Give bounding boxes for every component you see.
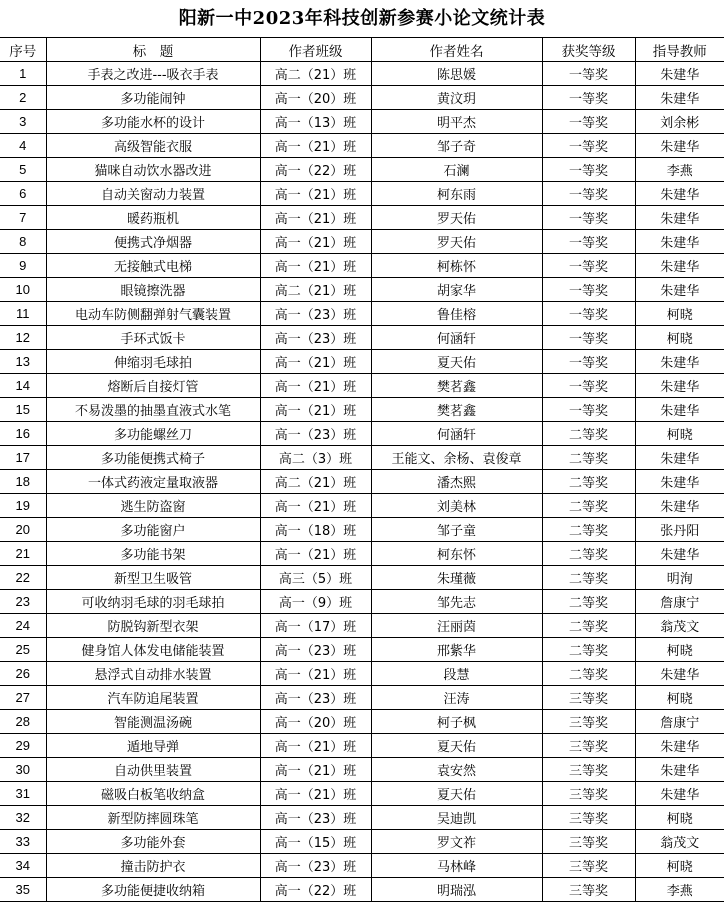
cell-class: 高一（15）班 (260, 830, 371, 854)
cell-no: 3 (0, 110, 46, 134)
cell-teacher: 柯晓 (635, 686, 724, 710)
table-row (0, 590, 724, 614)
header-teacher: 指导教师 (635, 38, 724, 62)
cell-award: 一等奖 (542, 278, 635, 302)
cell-no: 30 (0, 758, 46, 782)
cell-teacher: 柯晓 (635, 806, 724, 830)
cell-class: 高一（20）班 (260, 710, 371, 734)
header-row (0, 38, 724, 62)
cell-award: 二等奖 (542, 422, 635, 446)
cell-no: 19 (0, 494, 46, 518)
cell-no: 28 (0, 710, 46, 734)
cell-author: 吴迪凯 (371, 806, 542, 830)
cell-author: 邹子童 (371, 518, 542, 542)
cell-class: 高一（21）班 (260, 230, 371, 254)
cell-no: 21 (0, 542, 46, 566)
cell-topic: 防脱钩新型衣架 (46, 614, 260, 638)
cell-teacher: 朱建华 (635, 446, 724, 470)
cell-topic: 多功能外套 (46, 830, 260, 854)
cell-award: 二等奖 (542, 494, 635, 518)
cell-award: 一等奖 (542, 110, 635, 134)
header-award: 获奖等级 (542, 38, 635, 62)
cell-teacher: 朱建华 (635, 494, 724, 518)
cell-award: 一等奖 (542, 326, 635, 350)
cell-teacher: 朱建华 (635, 62, 724, 86)
cell-topic: 可收纳羽毛球的羽毛球拍 (46, 590, 260, 614)
cell-author: 朱瑾薇 (371, 566, 542, 590)
cell-teacher: 朱建华 (635, 134, 724, 158)
cell-award: 三等奖 (542, 878, 635, 902)
cell-author: 樊茗鑫 (371, 374, 542, 398)
cell-class: 高一（23）班 (260, 422, 371, 446)
table-row (0, 806, 724, 830)
cell-author: 潘杰熙 (371, 470, 542, 494)
cell-award: 一等奖 (542, 158, 635, 182)
cell-author: 汪丽茵 (371, 614, 542, 638)
header-author: 作者姓名 (371, 38, 542, 62)
cell-award: 二等奖 (542, 566, 635, 590)
cell-no: 11 (0, 302, 46, 326)
cell-teacher: 张丹阳 (635, 518, 724, 542)
cell-class: 高一（21）班 (260, 494, 371, 518)
cell-award: 二等奖 (542, 542, 635, 566)
cell-award: 一等奖 (542, 134, 635, 158)
cell-class: 高一（21）班 (260, 782, 371, 806)
cell-class: 高一（23）班 (260, 326, 371, 350)
cell-topic: 撞击防护衣 (46, 854, 260, 878)
cell-teacher: 朱建华 (635, 734, 724, 758)
cell-class: 高二（3）班 (260, 446, 371, 470)
cell-topic: 磁吸白板笔收纳盒 (46, 782, 260, 806)
cell-topic: 电动车防侧翻弹射气囊装置 (46, 302, 260, 326)
cell-award: 二等奖 (542, 446, 635, 470)
cell-teacher: 朱建华 (635, 758, 724, 782)
cell-author: 邢紫华 (371, 638, 542, 662)
cell-no: 17 (0, 446, 46, 470)
cell-author: 何涵轩 (371, 422, 542, 446)
cell-class: 高二（21）班 (260, 470, 371, 494)
table-row (0, 758, 724, 782)
cell-teacher: 朱建华 (635, 182, 724, 206)
table-row (0, 350, 724, 374)
table-row (0, 446, 724, 470)
table-row (0, 566, 724, 590)
cell-topic: 手表之改进---吸衣手表 (46, 62, 260, 86)
cell-topic: 无接触式电梯 (46, 254, 260, 278)
cell-award: 二等奖 (542, 470, 635, 494)
cell-topic: 多功能闹钟 (46, 86, 260, 110)
cell-no: 31 (0, 782, 46, 806)
cell-teacher: 朱建华 (635, 470, 724, 494)
cell-award: 一等奖 (542, 182, 635, 206)
cell-author: 袁安然 (371, 758, 542, 782)
table-row (0, 518, 724, 542)
cell-award: 三等奖 (542, 806, 635, 830)
table-row (0, 110, 724, 134)
cell-no: 1 (0, 62, 46, 86)
cell-class: 高一（21）班 (260, 374, 371, 398)
cell-topic: 多功能便携式椅子 (46, 446, 260, 470)
cell-author: 罗天佑 (371, 230, 542, 254)
cell-teacher: 柯晓 (635, 422, 724, 446)
cell-topic: 多功能螺丝刀 (46, 422, 260, 446)
cell-award: 二等奖 (542, 614, 635, 638)
cell-class: 高二（21）班 (260, 278, 371, 302)
cell-author: 胡家华 (371, 278, 542, 302)
cell-award: 一等奖 (542, 62, 635, 86)
cell-teacher: 詹康宁 (635, 710, 724, 734)
cell-teacher: 李燕 (635, 158, 724, 182)
cell-teacher: 朱建华 (635, 662, 724, 686)
cell-topic: 手环式饭卡 (46, 326, 260, 350)
cell-author: 鲁佳榕 (371, 302, 542, 326)
cell-teacher: 朱建华 (635, 254, 724, 278)
cell-award: 三等奖 (542, 734, 635, 758)
cell-no: 14 (0, 374, 46, 398)
cell-author: 明平杰 (371, 110, 542, 134)
cell-teacher: 朱建华 (635, 374, 724, 398)
cell-author: 柯栋怀 (371, 254, 542, 278)
cell-no: 13 (0, 350, 46, 374)
cell-award: 三等奖 (542, 854, 635, 878)
cell-teacher: 李燕 (635, 878, 724, 902)
header-class: 作者班级 (260, 38, 371, 62)
cell-award: 一等奖 (542, 350, 635, 374)
table-row (0, 302, 724, 326)
cell-author: 刘美林 (371, 494, 542, 518)
cell-author: 罗文祚 (371, 830, 542, 854)
cell-topic: 眼镜擦洗器 (46, 278, 260, 302)
cell-author: 段慧 (371, 662, 542, 686)
cell-class: 高一（23）班 (260, 302, 371, 326)
cell-author: 石澜 (371, 158, 542, 182)
cell-class: 高一（23）班 (260, 806, 371, 830)
cell-class: 高一（21）班 (260, 350, 371, 374)
table-row (0, 782, 724, 806)
cell-author: 汪涛 (371, 686, 542, 710)
cell-class: 高一（21）班 (260, 134, 371, 158)
cell-no: 27 (0, 686, 46, 710)
cell-award: 一等奖 (542, 374, 635, 398)
cell-teacher: 朱建华 (635, 350, 724, 374)
cell-topic: 便携式净烟器 (46, 230, 260, 254)
table-row (0, 878, 724, 902)
table-body (0, 62, 724, 902)
cell-topic: 逃生防盗窗 (46, 494, 260, 518)
cell-award: 三等奖 (542, 686, 635, 710)
header-no: 序号 (0, 38, 46, 62)
cell-no: 35 (0, 878, 46, 902)
cell-no: 24 (0, 614, 46, 638)
cell-topic: 猫咪自动饮水器改进 (46, 158, 260, 182)
cell-topic: 新型卫生吸管 (46, 566, 260, 590)
cell-class: 高一（17）班 (260, 614, 371, 638)
cell-award: 三等奖 (542, 710, 635, 734)
cell-class: 高一（20）班 (260, 86, 371, 110)
table-row (0, 326, 724, 350)
table-row (0, 734, 724, 758)
cell-class: 高一（21）班 (260, 398, 371, 422)
cell-author: 夏天佑 (371, 782, 542, 806)
cell-no: 29 (0, 734, 46, 758)
cell-class: 高一（21）班 (260, 758, 371, 782)
cell-no: 2 (0, 86, 46, 110)
cell-topic: 高级智能衣服 (46, 134, 260, 158)
cell-award: 一等奖 (542, 206, 635, 230)
table-row (0, 686, 724, 710)
cell-author: 柯东怀 (371, 542, 542, 566)
table-row (0, 614, 724, 638)
cell-no: 4 (0, 134, 46, 158)
cell-author: 何涵轩 (371, 326, 542, 350)
cell-teacher: 朱建华 (635, 542, 724, 566)
cell-teacher: 朱建华 (635, 278, 724, 302)
cell-no: 15 (0, 398, 46, 422)
table-row (0, 158, 724, 182)
cell-author: 柯东雨 (371, 182, 542, 206)
cell-no: 5 (0, 158, 46, 182)
table-row (0, 638, 724, 662)
table-row (0, 86, 724, 110)
cell-author: 邹子奇 (371, 134, 542, 158)
table-row (0, 710, 724, 734)
cell-award: 二等奖 (542, 590, 635, 614)
cell-topic: 熔断后自接灯管 (46, 374, 260, 398)
cell-class: 高二（21）班 (260, 62, 371, 86)
table-row (0, 374, 724, 398)
cell-no: 23 (0, 590, 46, 614)
cell-award: 二等奖 (542, 518, 635, 542)
cell-award: 一等奖 (542, 302, 635, 326)
cell-no: 16 (0, 422, 46, 446)
cell-author: 马林峰 (371, 854, 542, 878)
cell-teacher: 朱建华 (635, 782, 724, 806)
cell-teacher: 朱建华 (635, 206, 724, 230)
table-row (0, 278, 724, 302)
cell-author: 夏天佑 (371, 734, 542, 758)
cell-topic: 暖药瓶机 (46, 206, 260, 230)
cell-teacher: 翁茂文 (635, 614, 724, 638)
cell-author: 柯子枫 (371, 710, 542, 734)
cell-teacher: 詹康宁 (635, 590, 724, 614)
cell-topic: 遁地导弹 (46, 734, 260, 758)
cell-topic: 悬浮式自动排水装置 (46, 662, 260, 686)
cell-author: 邹先志 (371, 590, 542, 614)
cell-class: 高一（23）班 (260, 686, 371, 710)
cell-topic: 智能测温汤碗 (46, 710, 260, 734)
cell-award: 一等奖 (542, 254, 635, 278)
table-row (0, 830, 724, 854)
cell-class: 高一（21）班 (260, 662, 371, 686)
cell-award: 一等奖 (542, 230, 635, 254)
cell-topic: 多功能窗户 (46, 518, 260, 542)
table-row (0, 542, 724, 566)
table-row (0, 230, 724, 254)
cell-topic: 自动供里装置 (46, 758, 260, 782)
header-topic: 标 题 (46, 38, 260, 62)
cell-no: 20 (0, 518, 46, 542)
cell-class: 高一（21）班 (260, 734, 371, 758)
table-row (0, 398, 724, 422)
table-row (0, 62, 724, 86)
cell-award: 三等奖 (542, 758, 635, 782)
cell-class: 高一（23）班 (260, 854, 371, 878)
cell-author: 罗天佑 (371, 206, 542, 230)
cell-teacher: 柯晓 (635, 302, 724, 326)
cell-no: 32 (0, 806, 46, 830)
cell-author: 夏天佑 (371, 350, 542, 374)
cell-author: 王能文、余杨、袁俊章 (371, 446, 542, 470)
cell-topic: 一体式药液定量取液器 (46, 470, 260, 494)
cell-no: 18 (0, 470, 46, 494)
cell-class: 高一（23）班 (260, 638, 371, 662)
cell-no: 12 (0, 326, 46, 350)
cell-teacher: 柯晓 (635, 854, 724, 878)
cell-award: 二等奖 (542, 662, 635, 686)
table-row (0, 206, 724, 230)
sheet-title: 阳新一中2023年科技创新参赛小论文统计表 (0, 0, 724, 38)
cell-author: 黄汶玥 (371, 86, 542, 110)
cell-teacher: 朱建华 (635, 398, 724, 422)
cell-topic: 健身馆人体发电储能装置 (46, 638, 260, 662)
cell-class: 高一（13）班 (260, 110, 371, 134)
cell-teacher: 刘余彬 (635, 110, 724, 134)
cell-award: 三等奖 (542, 830, 635, 854)
cell-class: 高三（5）班 (260, 566, 371, 590)
cell-class: 高一（21）班 (260, 182, 371, 206)
cell-no: 10 (0, 278, 46, 302)
cell-topic: 汽车防追尾装置 (46, 686, 260, 710)
table-row (0, 494, 724, 518)
cell-topic: 不易泼墨的抽墨直液式水笔 (46, 398, 260, 422)
cell-no: 34 (0, 854, 46, 878)
cell-no: 33 (0, 830, 46, 854)
cell-no: 22 (0, 566, 46, 590)
table-row (0, 470, 724, 494)
cell-class: 高一（21）班 (260, 254, 371, 278)
cell-teacher: 朱建华 (635, 86, 724, 110)
cell-author: 明瑞泓 (371, 878, 542, 902)
award-table (0, 38, 724, 902)
cell-class: 高一（22）班 (260, 878, 371, 902)
cell-award: 一等奖 (542, 398, 635, 422)
table-row (0, 134, 724, 158)
table-row (0, 854, 724, 878)
cell-topic: 自动关窗动力装置 (46, 182, 260, 206)
cell-author: 陈思媛 (371, 62, 542, 86)
cell-author: 樊茗鑫 (371, 398, 542, 422)
cell-class: 高一（22）班 (260, 158, 371, 182)
cell-class: 高一（21）班 (260, 206, 371, 230)
cell-no: 6 (0, 182, 46, 206)
cell-no: 7 (0, 206, 46, 230)
cell-teacher: 柯晓 (635, 326, 724, 350)
cell-teacher: 翁茂文 (635, 830, 724, 854)
cell-no: 25 (0, 638, 46, 662)
cell-topic: 伸缩羽毛球拍 (46, 350, 260, 374)
cell-award: 三等奖 (542, 782, 635, 806)
cell-award: 一等奖 (542, 86, 635, 110)
table-row (0, 182, 724, 206)
cell-topic: 多功能书架 (46, 542, 260, 566)
table-row (0, 662, 724, 686)
cell-topic: 新型防摔圆珠笔 (46, 806, 260, 830)
cell-class: 高一（18）班 (260, 518, 371, 542)
cell-teacher: 明洵 (635, 566, 724, 590)
cell-class: 高一（9）班 (260, 590, 371, 614)
table-row (0, 422, 724, 446)
cell-topic: 多功能便捷收纳箱 (46, 878, 260, 902)
cell-class: 高一（21）班 (260, 542, 371, 566)
cell-teacher: 柯晓 (635, 638, 724, 662)
table-row (0, 254, 724, 278)
cell-no: 26 (0, 662, 46, 686)
cell-no: 8 (0, 230, 46, 254)
cell-topic: 多功能水杯的设计 (46, 110, 260, 134)
cell-award: 二等奖 (542, 638, 635, 662)
cell-teacher: 朱建华 (635, 230, 724, 254)
cell-no: 9 (0, 254, 46, 278)
